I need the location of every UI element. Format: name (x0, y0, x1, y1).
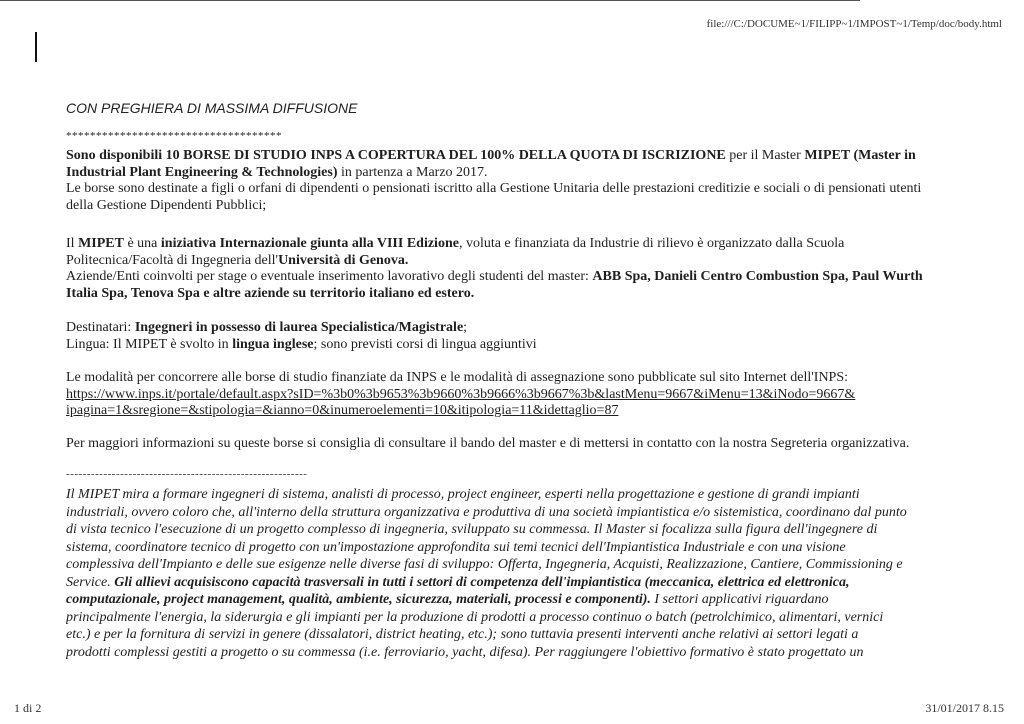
text-line: principalmente l'energia, la siderurgia e gli impianti per la produzione di prodotti a processo continuo o batch (petrolchimico, alimentari, vernici (66, 609, 884, 625)
text-line: etc.) e per la fornitura di servizi in genere (dissalatori, district heating, etc.); sono tuttavia presenti interventi anche relativi ai settori legati a (66, 627, 859, 642)
text-line (66, 269, 956, 286)
paragraph-mipet (66, 236, 956, 302)
text-line (66, 165, 956, 182)
text-line (66, 337, 956, 354)
text: è una (123, 236, 161, 251)
text-line (66, 320, 956, 337)
text-line: complessiva dell'Impianto e delle sue esigenze nelle diverse fasi di sviluppo: Offerta, Ingegneria, Acquisti, Realizzazione, Cantiere, Commissioning e (66, 557, 903, 572)
text: in partenza a Marzo 2017. (337, 164, 488, 180)
text-line: sistema, coordinatore tecnico di progetto con un'impostazione approfondita sui temi tecnici dell'Impiantistica Industriale e con una visione (66, 539, 846, 555)
text-line: Per maggiori informazioni su queste borse si consiglia di consultare il bando del master e di mettersi in contatto con la nostra Segreteria organizzativa. (66, 436, 910, 451)
paragraph-description (66, 486, 956, 661)
bold-text: Industrial Plant Engineering & Technologies) (66, 164, 338, 180)
paragraph-info (66, 436, 956, 453)
inps-link-line-2[interactable]: ipagina=1&sregione=&stipologia=&ianno=0&inumeroelementi=10&itipologia=11&idettaglio=87 (66, 403, 619, 418)
page-number: 1 di 2 (14, 701, 42, 715)
text-line: della Gestione Dipendenti Pubblici; (66, 197, 267, 213)
text-line (66, 148, 956, 165)
text-line: Le borse sono destinate a figli o orfani di dipendenti o pensionati iscritto alla Gestione Unitaria delle prestazioni creditizie e sociali o di pensionati utenti (66, 181, 922, 196)
text-line: industriali, ovvero coloro che, all'interno della struttura organizzativa e produttiva di una società impiantistica e/o sistemistica, coordinano dal punto (66, 504, 907, 520)
bold-text: computazionale, project management, qualità, ambiente, sicurezza, materiali, processi e componenti). (66, 592, 651, 607)
top-rule (0, 0, 860, 1)
bold-text: MIPET (Master in (804, 148, 916, 163)
text-line: prodotti complessi gestiti a progetto o su commessa (i.e. ferroviario, yacht, difesa). Per raggiungere l'obiettivo formativo è stato progettato un (66, 644, 864, 660)
text-line: Le modalità per concorrere alle borse di studio finanziate da INPS e le modalità di assegnazione sono pubblicate sul sito Internet dell'INPS: (66, 370, 849, 385)
bold-text: Gli allievi acquisiscono capacità trasversali in tutti i settori di competenza dell'impiantistica (meccanica, elettrica ed elettronica, (114, 574, 850, 590)
dashed-divider: ---------------------------------------------------------- (66, 468, 308, 480)
text-line (66, 591, 956, 609)
inps-link-line-1[interactable]: https://www.inps.it/portale/default.aspx?sID=%3b0%3b9653%3b9660%3b9666%3b9667%3b&lastMenu=9667&iMenu=13&iNodo=9667& (66, 386, 856, 402)
stars-divider: ************************************ (66, 130, 282, 142)
paragraph-scholarships (66, 148, 956, 214)
text: Politecnica/Facoltà di Ingegneria dell' (66, 252, 279, 268)
bold-text: Sono disponibili 10 BORSE DI STUDIO INPS A COPERTURA DEL 100% DELLA QUOTA DI ISCRIZIONE (66, 148, 726, 163)
bold-text: ABB Spa, Danieli Centro Combustion Spa, Paul Wurth (592, 269, 923, 284)
bold-text: iniziativa Internazionale giunta alla VIII Edizione (160, 236, 459, 251)
text: per il Master (725, 148, 805, 163)
text: Aziende/Enti coinvolti per stage o eventuale inserimento lavorativo degli studenti del master: (66, 269, 593, 284)
page-heading: CON PREGHIERA DI MASSIMA DIFFUSIONE (66, 100, 358, 116)
text: Il (66, 236, 79, 251)
print-datetime: 31/01/2017 8.15 (925, 701, 1004, 715)
bold-text: MIPET (78, 236, 124, 251)
text-line (66, 236, 956, 253)
bold-text: lingua inglese (232, 336, 314, 352)
text-line: di vista tecnico l'esecuzione di un progetto complesso di ingegneria, sviluppato su commessa. Il Master si focalizza sulla figura dell'ingegnere di (66, 522, 878, 537)
text: ; sono previsti corsi di lingua aggiuntivi (313, 336, 537, 352)
text: I settori applicativi riguardano (650, 592, 829, 607)
paragraph-recipients (66, 320, 956, 353)
text-line (66, 574, 956, 592)
text: Destinatari: (66, 320, 135, 335)
bold-text: Università di Genova. (278, 252, 409, 268)
text-line (66, 286, 956, 303)
bold-text: Ingegneri in possesso di laurea Specialistica/Magistrale (134, 320, 464, 335)
bold-text: Italia Spa, Tenova Spa e altre aziende su territorio italiano ed estero. (66, 285, 475, 301)
text-line: Il MIPET mira a formare ingegneri di sistema, analisti di processo, project engineer, esperti nella progettazione e gestione di grandi impianti (66, 487, 860, 502)
text: Lingua: Il MIPET è svolto in (66, 336, 233, 352)
margin-mark (35, 32, 37, 62)
text: , voluta e finanziata da Industrie di rilievo è organizzato dalla Scuola (458, 236, 845, 251)
text: ; (463, 320, 468, 335)
text: Service. (66, 574, 115, 590)
file-path: file:///C:/DOCUME~1/FILIPP~1/IMPOST~1/Temp/doc/body.html (706, 18, 1002, 30)
text-line (66, 253, 956, 270)
paragraph-inps (66, 370, 956, 420)
